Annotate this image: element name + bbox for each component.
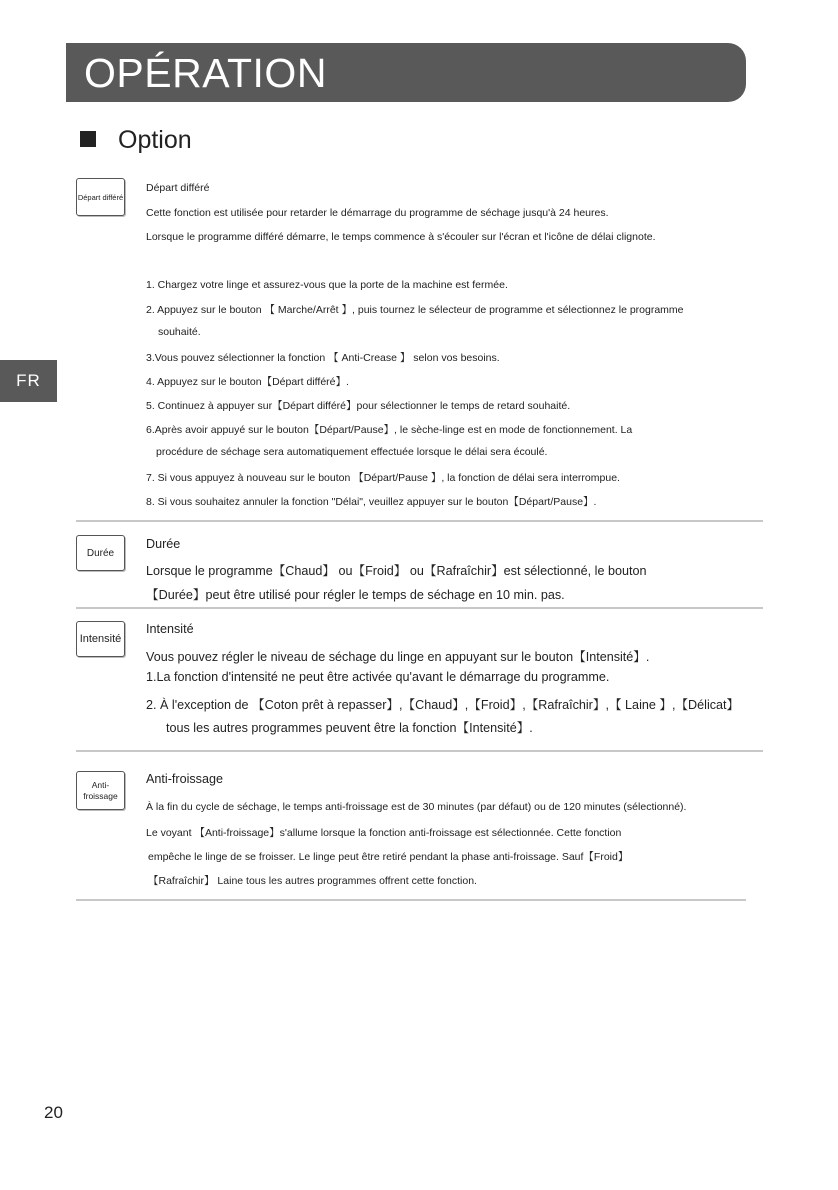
- intensite-line-2: 1.La fonction d'intensité ne peut être activée qu'avant le démarrage du programme.: [146, 670, 610, 684]
- anti-line-4: 【Rafraîchir】 Laine tous les autres programmes offrent cette fonction.: [148, 875, 477, 887]
- square-bullet-icon: [80, 131, 96, 147]
- divider: [76, 750, 763, 752]
- header-bar: [66, 43, 746, 102]
- depart-differe-title: Départ différé: [146, 182, 210, 194]
- depart-step-6: 6.Après avoir appuyé sur le bouton【Départ/Pause】, le sèche-linge est en mode de fonctionnement. La: [146, 424, 633, 436]
- depart-step-6-cont: procédure de séchage sera automatiquement effectuée lorsque le délai sera écoulé.: [156, 446, 548, 458]
- duree-button: [76, 535, 125, 571]
- anti-froissage-button: [76, 771, 125, 810]
- page-title: OPÉRATION: [84, 50, 327, 96]
- duree-button-label: Durée: [86, 547, 115, 559]
- depart-step-1: 1. Chargez votre linge et assurez-vous que la porte de la machine est fermée.: [146, 279, 508, 291]
- anti-line-3: empêche le linge de se froisser. Le linge peut être retiré pendant la phase anti-froissage. Sauf【Froid】: [148, 851, 629, 863]
- anti-froissage-title: Anti-froissage: [146, 772, 223, 786]
- intensite-button-label: Intensité: [79, 633, 122, 645]
- anti-line-1: À la fin du cycle de séchage, le temps anti-froissage est de 30 minutes (par défaut) ou de 120 minutes (sélectionné).: [146, 801, 687, 813]
- depart-step-7: 7. Si vous appuyez à nouveau sur le bouton 【Départ/Pause 】, la fonction de délai sera interrompue.: [146, 472, 620, 484]
- page-number: 20: [44, 1103, 63, 1122]
- intensite-button: [76, 621, 125, 657]
- depart-line-1: Cette fonction est utilisée pour retarder le démarrage du programme de séchage jusqu'à 24 heures.: [146, 207, 609, 219]
- intensite-line-4: tous les autres programmes peuvent être la fonction【Intensité】.: [166, 721, 533, 735]
- depart-step-8: 8. Si vous souhaitez annuler la fonction "Délai", veuillez appuyer sur le bouton【Départ/Pause】.: [146, 496, 597, 508]
- intensite-line-1: Vous pouvez régler le niveau de séchage du linge en appuyant sur le bouton【Intensité】.: [146, 650, 650, 664]
- depart-step-2: 2. Appuyez sur le bouton 【 Marche/Arrêt 】, puis tournez le sélecteur de programme et sélectionnez le programme: [146, 304, 684, 316]
- depart-step-5: 5. Continuez à appuyer sur【Départ différé】pour sélectionner le temps de retard souhaité.: [146, 400, 571, 412]
- depart-step-4: 4. Appuyez sur le bouton【Départ différé】.: [146, 376, 349, 388]
- duree-line-2: 【Durée】peut être utilisé pour régler le temps de séchage en 10 min. pas.: [146, 588, 565, 602]
- anti-line-2: Le voyant 【Anti-froissage】s'allume lorsque la fonction anti-froissage est sélectionnée. Cette fonction: [146, 827, 622, 839]
- depart-step-3: 3.Vous pouvez sélectionner la fonction 【 Anti-Crease 】 selon vos besoins.: [146, 352, 500, 364]
- anti-froissage-button-label-1: Anti-: [91, 779, 110, 790]
- duree-line-1: Lorsque le programme【Chaud】 ou【Froid】 ou【Rafraîchir】est sélectionné, le bouton: [146, 564, 647, 578]
- divider: [76, 607, 763, 609]
- divider: [76, 520, 763, 522]
- depart-step-2-cont: souhaité.: [158, 326, 201, 338]
- divider: [76, 899, 746, 901]
- intensite-title: Intensité: [146, 622, 194, 636]
- intensite-line-3: 2. À l'exception de 【Coton prêt à repasser】,【Chaud】,【Froid】,【Rafraîchir】,【 Laine 】,【Délicat】: [146, 698, 740, 712]
- depart-line-2: Lorsque le programme différé démarre, le temps commence à s'écouler sur l'écran et l'icône de délai clignote.: [146, 231, 656, 243]
- anti-froissage-button-label-2: froissage: [83, 790, 118, 801]
- duree-title: Durée: [146, 537, 181, 551]
- depart-differe-button-label: Départ différé: [77, 192, 124, 202]
- section-title: Option: [118, 126, 192, 154]
- depart-differe-button: [76, 178, 125, 216]
- language-tab: FR: [0, 360, 57, 402]
